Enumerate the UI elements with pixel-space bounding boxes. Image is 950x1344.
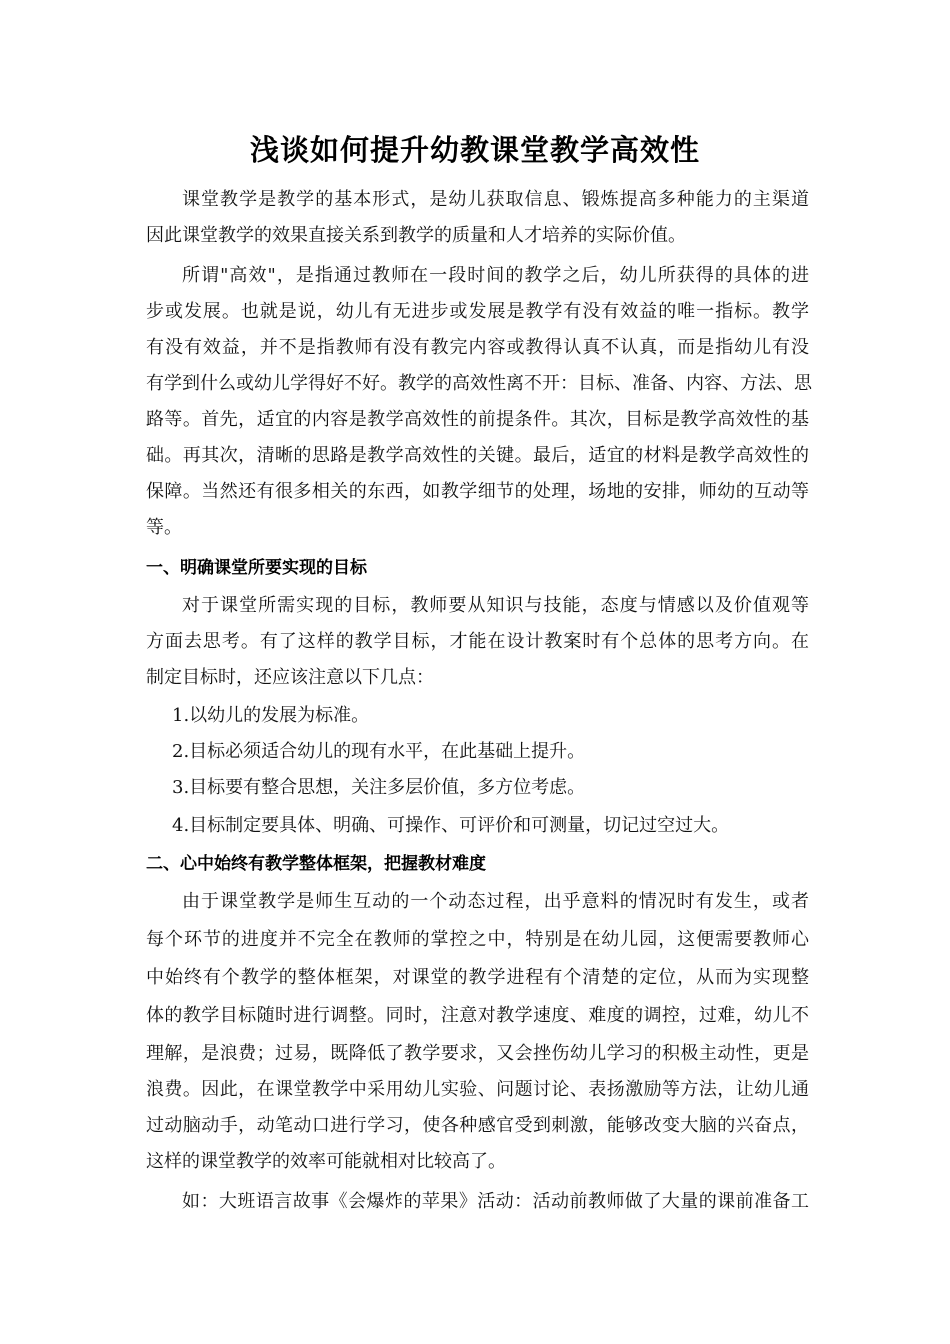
section2-line: 理解，是浪费；过易，既降低了教学要求，又会挫伤幼儿学习的积极主动性，更是	[146, 1043, 809, 1064]
intro-p1-line: 课堂教学是教学的基本形式，是幼儿获取信息、锻炼提高多种能力的主渠道	[182, 189, 809, 210]
intro-p2-line: 有没有效益，并不是指教师有没有教完内容或教得认真不认真，而是指幼儿有没	[146, 337, 809, 358]
section2-line: 过动脑动手，动笔动口进行学习，使各种感官受到刺激，能够改变大脑的兴奋点，	[146, 1115, 809, 1136]
list-item: 4.目标制定要具体、明确、可操作、可评价和可测量，切记过空过大。	[172, 815, 730, 836]
intro-p1-line: 因此课堂教学的效果直接关系到教学的质量和人才培养的实际价值。	[146, 225, 686, 246]
section2-line: 每个环节的进度并不完全在教师的掌控之中，特别是在幼儿园，这便需要教师心	[146, 929, 809, 950]
intro-p2-line: 步或发展。也就是说，幼儿有无进步或发展是教学有没有效益的唯一指标。教学	[146, 301, 809, 322]
intro-p2-line: 等。	[146, 517, 182, 538]
intro-p2-line: 所谓"高效"，是指通过教师在一段时间的教学之后，幼儿所获得的具体的进	[182, 265, 809, 286]
section-heading-2: 二、心中始终有教学整体框架，把握教材难度	[146, 854, 486, 874]
section2-line: 浪费。因此，在课堂教学中采用幼儿实验、问题讨论、表扬激励等方法，让幼儿通	[146, 1079, 809, 1100]
section1-line: 方面去思考。有了这样的教学目标，才能在设计教案时有个总体的思考方向。在	[146, 631, 809, 652]
section1-line: 对于课堂所需实现的目标，教师要从知识与技能，态度与情感以及价值观等	[182, 595, 809, 616]
document-title: 浅谈如何提升幼教课堂教学高效性	[249, 133, 700, 167]
section2-line: 这样的课堂教学的效率可能就相对比较高了。	[146, 1151, 506, 1172]
section2-example-line: 如：大班语言故事《会爆炸的苹果》活动：活动前教师做了大量的课前准备工	[182, 1191, 809, 1212]
section-heading-1: 一、明确课堂所要实现的目标	[146, 558, 367, 578]
intro-p2-line: 础。再其次，清晰的思路是教学高效性的关键。最后，适宜的材料是教学高效性的	[146, 445, 809, 466]
intro-p2-line: 有学到什么或幼儿学得好不好。教学的高效性离不开：目标、准备、内容、方法、思	[146, 373, 812, 394]
list-item: 1.以幼儿的发展为标准。	[172, 705, 370, 726]
list-item: 3.目标要有整合思想，关注多层价值，多方位考虑。	[172, 777, 586, 798]
section1-line: 制定目标时，还应该注意以下几点：	[146, 667, 434, 688]
section2-line: 中始终有个教学的整体框架，对课堂的教学进程有个清楚的定位，从而为实现整	[146, 967, 809, 988]
section2-line: 由于课堂教学是师生互动的一个动态过程，出乎意料的情况时有发生，或者	[182, 891, 809, 912]
section2-line: 体的教学目标随时进行调整。同时，注意对教学速度、难度的调控，过难，幼儿不	[146, 1005, 809, 1026]
intro-p2-line: 路等。首先，适宜的内容是教学高效性的前提条件。其次，目标是教学高效性的基	[146, 409, 809, 430]
list-item: 2.目标必须适合幼儿的现有水平，在此基础上提升。	[172, 741, 586, 762]
intro-p2-line: 保障。当然还有很多相关的东西，如教学细节的处理，场地的安排，师幼的互动等	[146, 481, 809, 502]
